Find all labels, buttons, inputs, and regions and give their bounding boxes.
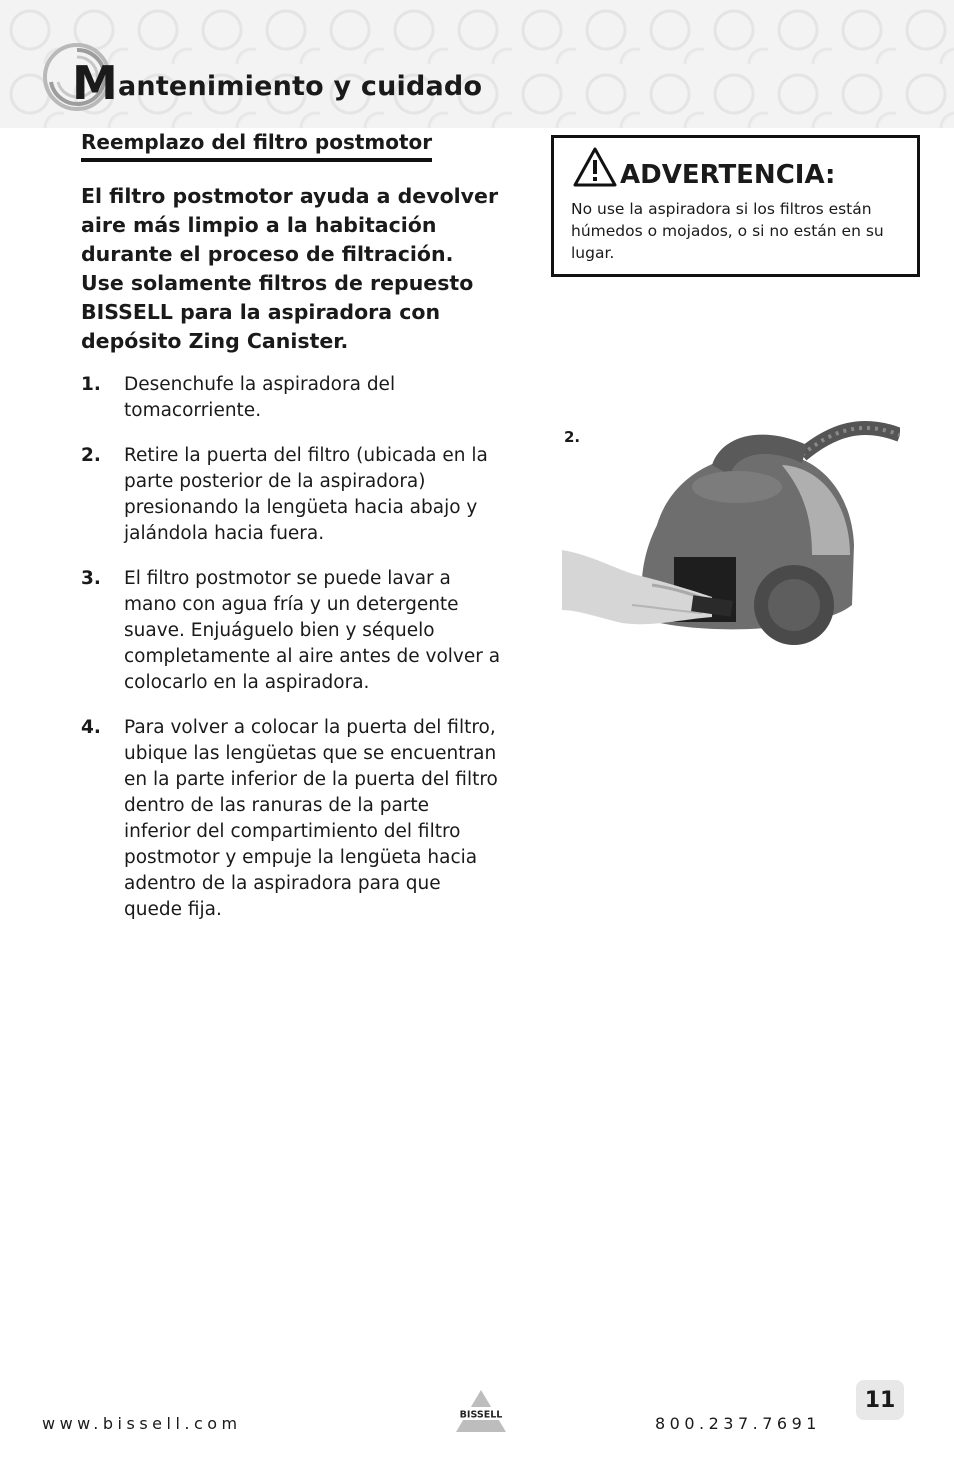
step-item	[81, 372, 501, 424]
step-text: Desenchufe la aspiradora del tomacorriente.	[124, 374, 396, 421]
bissell-logo-text: BISSELL	[459, 1409, 503, 1421]
page-number: 11	[856, 1380, 904, 1420]
page-title	[72, 56, 482, 110]
footer-phone: 800.237.7691	[655, 1414, 821, 1433]
step-number: 1.	[81, 374, 101, 395]
step-number: 4.	[81, 717, 101, 738]
step-item	[81, 443, 501, 547]
step-number: 2.	[81, 445, 101, 466]
intro-paragraph: El filtro postmotor ayuda a devolver aire más limpio a la habitación durante el proceso de filtración. Use solamente filtros de repuesto BISSELL para la aspiradora con depósito Zing Canister.	[81, 184, 499, 353]
warning-text: No use la aspiradora si los filtros están húmedos o mojados, o si no están en su lugar.	[571, 200, 884, 262]
page-title-rest: antenimiento y cuidado	[117, 71, 483, 102]
instructions-column	[81, 130, 501, 942]
warning-box	[551, 135, 920, 277]
step-text: El filtro postmotor se puede lavar a mano con agua fría y un detergente suave. Enjuáguelo bien y séquelo completamente al aire antes de volver a colocarlo en la aspiradora.	[124, 568, 501, 693]
step-text: Retire la puerta del filtro (ubicada en la parte posterior de la aspiradora) presionando la lengüeta hacia abajo y jalándola hacia fuera.	[124, 445, 488, 544]
steps-list	[81, 372, 501, 923]
step-text: Para volver a colocar la puerta del filtro, ubique las lengüetas que se encuentran en la parte inferior de la puerta del filtro dentro de las ranuras de la parte inferior del compartimiento del filtro postmotor y empuje la lengüeta hacia adentro de la aspiradora para que quede fija.	[124, 717, 498, 920]
footer-url: www.bissell.com	[42, 1414, 242, 1433]
warning-triangle-icon	[572, 146, 618, 188]
page-title-initial: M	[72, 56, 118, 110]
vacuum-filter-illustration	[562, 405, 900, 657]
bissell-logo	[450, 1388, 512, 1434]
warning-title: ADVERTENCIA:	[620, 160, 836, 190]
step-number: 3.	[81, 568, 101, 589]
figure-label: 2.	[564, 428, 581, 446]
step-item	[81, 715, 501, 923]
section-heading: Reemplazo del filtro postmotor	[81, 130, 432, 162]
step-item	[81, 566, 501, 696]
